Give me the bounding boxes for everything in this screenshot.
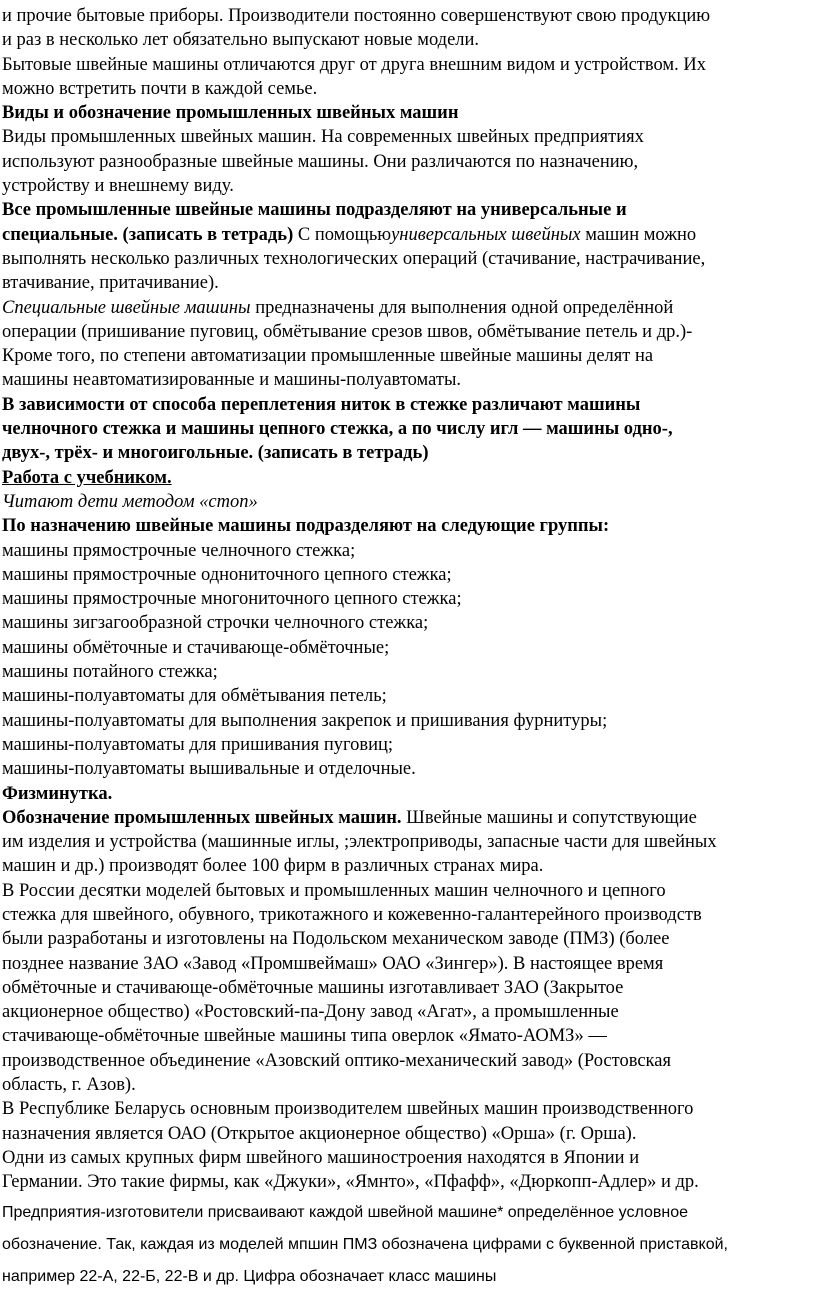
text-line: и раз в несколько лет обязательно выпускают новые модели. bbox=[2, 30, 480, 51]
text-line: используют разнообразные швейные машины. Они различаются по назначению, bbox=[2, 151, 639, 172]
list-item: машины прямострочные челночного стежка; bbox=[2, 540, 356, 561]
list-item: машины прямострочные однониточного цепного стежка; bbox=[2, 564, 452, 585]
text-line: акционерное общество) «Ростовский-па-Дону завод «Агат», а промышленные bbox=[2, 1002, 619, 1023]
text-line: стежка для швейного, обувного, трикотажного и кожевенно-галантерейного производств bbox=[2, 904, 702, 925]
text-line: Обозначение промышленных швейных машин. Швейные машины и сопутствующие bbox=[2, 807, 697, 828]
list-item: машины-полуавтоматы для пришивания пуговиц; bbox=[2, 734, 394, 755]
text-line: Кроме того, по степени автоматизации промышленные швейные машины делят на bbox=[2, 346, 654, 367]
text-line: им изделия и устройства (машинные иглы, ;электроприводы, запасные части для швейных bbox=[2, 832, 717, 853]
text-line: были разработаны и изготовлены на Подольском механическом заводе (ПМЗ) (более bbox=[2, 929, 670, 950]
text-line: Одни из самых крупных фирм швейного машиностроения находятся в Японии и bbox=[2, 1147, 640, 1168]
text-line: Предприятия-изготовители присваивают каждой швейной машине* определённое условное bbox=[2, 1203, 689, 1221]
text-line: устройству и внешнему виду. bbox=[2, 176, 234, 197]
italic-line: Читают дети методом «стоп» bbox=[2, 491, 258, 512]
text-line: назначения является ОАО (Открытое акционерное общество) «Орша» (г. Орша). bbox=[2, 1123, 637, 1144]
text-line: машин и др.) производят более 100 фирм в различных странах мира. bbox=[2, 856, 544, 877]
text-line: специальные. (записать в тетрадь) С помощьюуниверсальных швейных машин можно bbox=[2, 224, 697, 245]
text-line: операции (пришивание пуговиц, обмётывание срезов швов, обмётывание петель и др.)- bbox=[2, 321, 693, 342]
section-heading: Работа с учебником. bbox=[2, 467, 172, 488]
list-item: машины потайного стежка; bbox=[2, 662, 218, 683]
section-heading: Виды и обозначение промышленных швейных машин bbox=[2, 103, 459, 124]
text-line: область, г. Азов). bbox=[2, 1075, 136, 1096]
bold-line: По назначению швейные машины подразделяют на следующие группы: bbox=[2, 516, 610, 537]
text-line: Бытовые швейные машины отличаются друг от друга внешним видом и устройством. Их bbox=[2, 54, 706, 75]
text-line: В России десятки моделей бытовых и промышленных машин челночного и цепного bbox=[2, 880, 666, 901]
section-heading: Физминутка. bbox=[2, 783, 113, 804]
text-line: обозначение. Так, каждая из моделей мпшин ПМЗ обозначена цифрами с буквенной приставкой, bbox=[2, 1235, 728, 1253]
text-line: и прочие бытовые приборы. Производители постоянно совершенствуют свою продукцию bbox=[2, 6, 711, 26]
bold-line: двух-, трёх- и многоигольные. (записать в тетрадь) bbox=[2, 443, 429, 464]
list-item: машины обмёточные и стачивающе-обмёточные; bbox=[2, 637, 390, 658]
text-line: стачивающе-обмёточные швейные машины типа оверлок «Ямато-АОМЗ» — bbox=[2, 1026, 607, 1047]
text-line: Виды промышленных швейных машин. На современных швейных предприятиях bbox=[2, 127, 644, 148]
list-item: машины-полуавтоматы для обмётывания петель; bbox=[2, 686, 387, 707]
list-item: машины прямострочные многониточного цепного стежка; bbox=[2, 589, 462, 610]
bold-line: Все промышленные швейные машины подразделяют на универсальные и bbox=[2, 200, 627, 221]
text-line: В Республике Беларусь основным производителем швейных машин производственного bbox=[2, 1099, 694, 1120]
list-item: машины-полуавтоматы вышивальные и отделочные. bbox=[2, 759, 416, 780]
text-line: машины неавтоматизированные и машины-полуавтоматы. bbox=[2, 370, 462, 391]
bold-line: В зависимости от способа переплетения ниток в стежке различают машины bbox=[2, 394, 641, 415]
text-line: производственное объединение «Азовский оптико-механический завод» (Ростовская bbox=[2, 1050, 671, 1071]
text-line: втачивание, притачивание). bbox=[2, 273, 219, 294]
list-item: машины зигзагообразной строчки челночного стежка; bbox=[2, 613, 429, 634]
text-line: обмёточные и стачивающе-обмёточные машины изготавливает ЗАО (Закрытое bbox=[2, 977, 624, 998]
text-line: можно встретить почти в каждой семье. bbox=[2, 78, 318, 99]
text-line: Специальные швейные машины предназначены для выполнения одной определённой bbox=[2, 297, 674, 318]
text-line: например 22-А, 22-Б, 22-В и др. Цифра обозначает класс машины bbox=[2, 1268, 497, 1286]
text-line: выполнять несколько различных технологических операций (стачивание, настрачивание, bbox=[2, 248, 706, 269]
list-item: машины-полуавтоматы для выполнения закрепок и пришивания фурнитуры; bbox=[2, 710, 608, 731]
text-line: Германии. Это такие фирмы, как «Джуки», «Ямнто», «Пфафф», «Дюркопп-Адлер» и др. bbox=[2, 1172, 699, 1193]
text-line: позднее название ЗАО «Завод «Промшвеймаш» ОАО «Зингер»). В настоящее время bbox=[2, 953, 664, 974]
bold-line: челночного стежка и машины цепного стежка, а по числу игл — машины одно-, bbox=[2, 419, 673, 440]
